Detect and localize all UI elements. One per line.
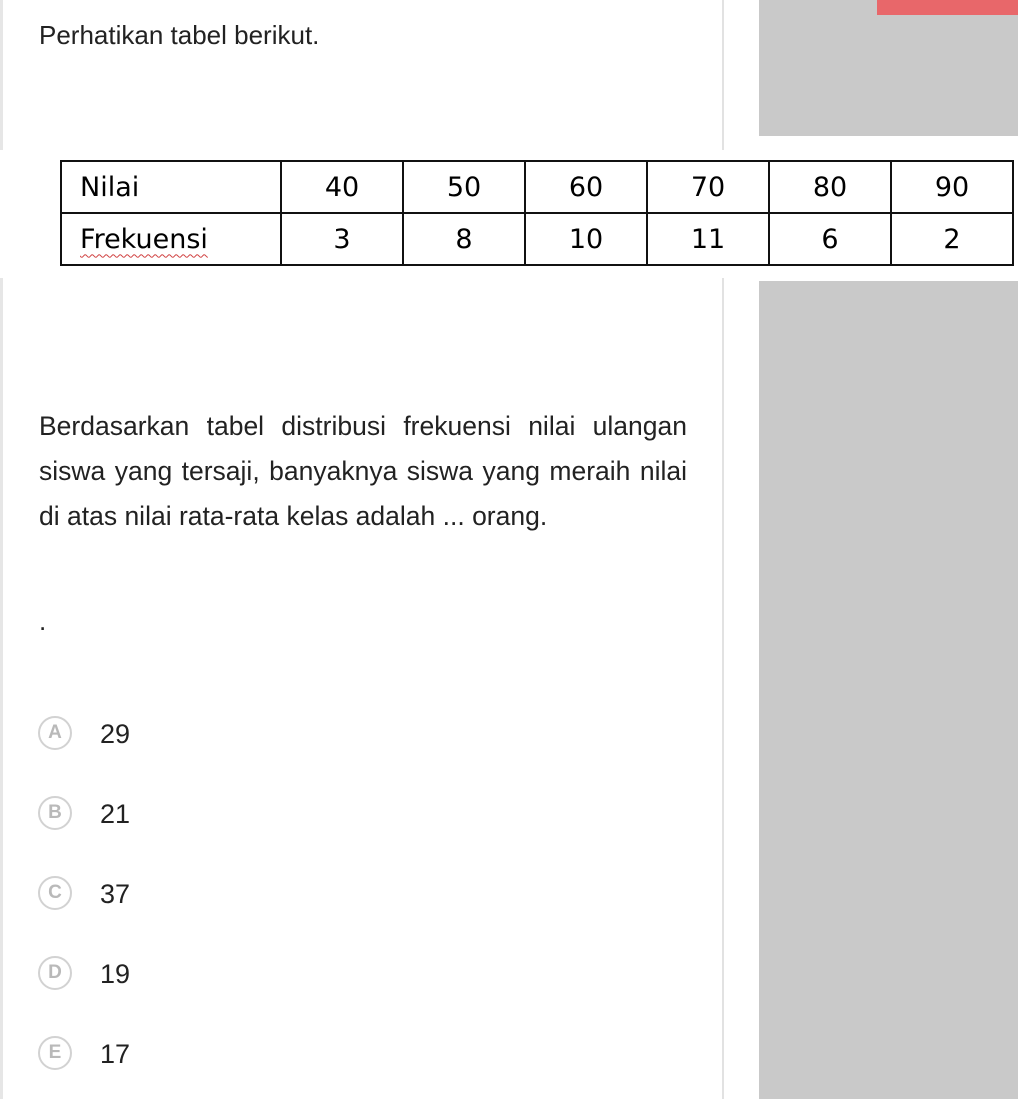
accent-tab[interactable] [877,0,1018,15]
option-b-value: 21 [100,799,131,829]
row-header-nilai: Nilai [61,161,281,213]
table-cell: 40 [281,161,403,213]
option-c[interactable] [38,874,338,916]
option-a[interactable] [38,714,338,756]
question-text: Berdasarkan tabel distribusi frekuensi nilai ulangan siswa yang tersaji, banyaknya siswa yang meraih nilai di atas nilai rata-rata kelas adalah ... orang. [39,411,687,531]
table-cell: 10 [525,213,647,265]
table-cell: 90 [891,161,1013,213]
table-cell: 50 [403,161,525,213]
option-d[interactable] [38,954,338,996]
table-cell: 8 [403,213,525,265]
option-a-badge: A [38,716,72,750]
trailing-dot: . [39,606,47,636]
table-cell: 70 [647,161,769,213]
option-d-badge: D [38,956,72,990]
option-e-value: 17 [100,1039,131,1069]
option-e-badge: E [38,1036,72,1070]
side-panel-bottom [759,281,1018,1099]
table-cell: 60 [525,161,647,213]
table-cell: 80 [769,161,891,213]
option-c-value: 37 [100,879,131,909]
table-row-nilai [61,161,1013,213]
frequency-table [60,160,1014,266]
option-a-value: 29 [100,719,131,749]
table-cell: 2 [891,213,1013,265]
option-c-badge: C [38,876,72,910]
option-d-value: 19 [100,959,131,989]
intro-text: Perhatikan tabel berikut. [39,20,320,50]
table-row-frekuensi [61,213,1013,265]
side-panel-top [759,0,1018,136]
option-e[interactable] [38,1034,338,1076]
table-cell: 11 [647,213,769,265]
frequency-table-card [0,150,1018,278]
option-b[interactable] [38,794,338,836]
table-cell: 3 [281,213,403,265]
option-b-badge: B [38,796,72,830]
row-header-frekuensi-label: Frekuensi [80,223,208,255]
row-header-frekuensi [61,213,281,265]
table-cell: 6 [769,213,891,265]
